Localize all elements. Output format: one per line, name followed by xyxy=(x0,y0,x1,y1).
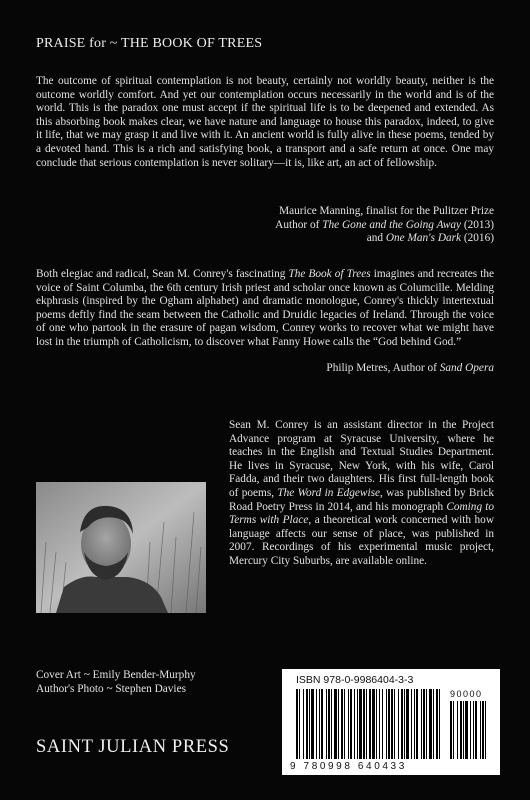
praise-quote-metres: Both elegiac and radical, Sean M. Conrey's fascinating The Book of Trees imagines and recreates the voice of Saint Columba, the 6th century Irish priest and scholar once known as Columcille. Melding ekphrasis (inspired by the Ogham alphabet) and dramatic monologue, Conrey's thickly intertextual poems deftly find the seam between the Catholic and Druidic legacies of Ireland. Through the voice of one who partook in the erasure of pagan wisdom, Conrey works to recover what we might have lost in the triumph of Catholicism, to discover what Fanny Howe calls the “God behind God.” xyxy=(36,268,494,348)
attribution-line: Maurice Manning, finalist for the Pulitzer Prize xyxy=(279,205,494,217)
isbn-label: ISBN 978-0-9986404-3-3 xyxy=(296,674,414,686)
author-photo-credit: Author's Photo ~ Stephen Davies xyxy=(36,683,186,695)
author-photo xyxy=(36,482,206,613)
publisher-name: SAINT JULIAN PRESS xyxy=(36,737,230,757)
praise-quote-manning: The outcome of spiritual contemplation is not beauty, certainly not worldly beauty, neither is the outcome worldly comfort. And yet our contemplation occurs necessarily in the world and is of the world. This is the paradox one must accept if the spiritual life is to be deepened and extended. As this absorbing book makes clear, we have nature and language to house this paradox, indeed, to give it life, that we may grasp it and live with it. An ancient world is fully alive in these poems, tended by a devoted hand. This is a rich and satisfying book, a transport and a safe return at once. One may conclude that serious contemplation is never solitary—it is, like art, an act of fellowship. xyxy=(36,75,494,169)
barcode-icon xyxy=(282,669,500,775)
isbn-barcode-box xyxy=(282,669,500,775)
attribution-manning xyxy=(275,205,494,246)
author-bio: Sean M. Conrey is an assistant director in the Project Advance program at Syracuse University, where he teaches in the English and Textual Studies Department. He lives in Syracuse, New York, with his wife, Carol Fadda, and their two daughters. His first full-length book of poems, The Word in Edgewise, was published by Brick Road Poetry Press in 2014, and his monograph Coming to Terms with Place, a theoretical work concerned with how language affects our sense of place, was published in 2007. Recordings of his experimental music project, Mercury City Suburbs, are available online. xyxy=(229,419,495,567)
attribution-metres: Philip Metres, Author of Sand Opera xyxy=(326,362,494,374)
barcode-digits: 9 780998 640433 xyxy=(290,761,407,772)
price-code: 90000 xyxy=(450,689,483,699)
attribution-line: and One Man's Dark (2016) xyxy=(366,232,494,245)
cover-art-credit: Cover Art ~ Emily Bender-Murphy xyxy=(36,669,196,681)
attribution-line: Author of The Gone and the Going Away (2013) xyxy=(275,218,494,231)
page-title: PRAISE for ~ THE BOOK OF TREES xyxy=(36,36,263,51)
credits xyxy=(36,668,196,696)
